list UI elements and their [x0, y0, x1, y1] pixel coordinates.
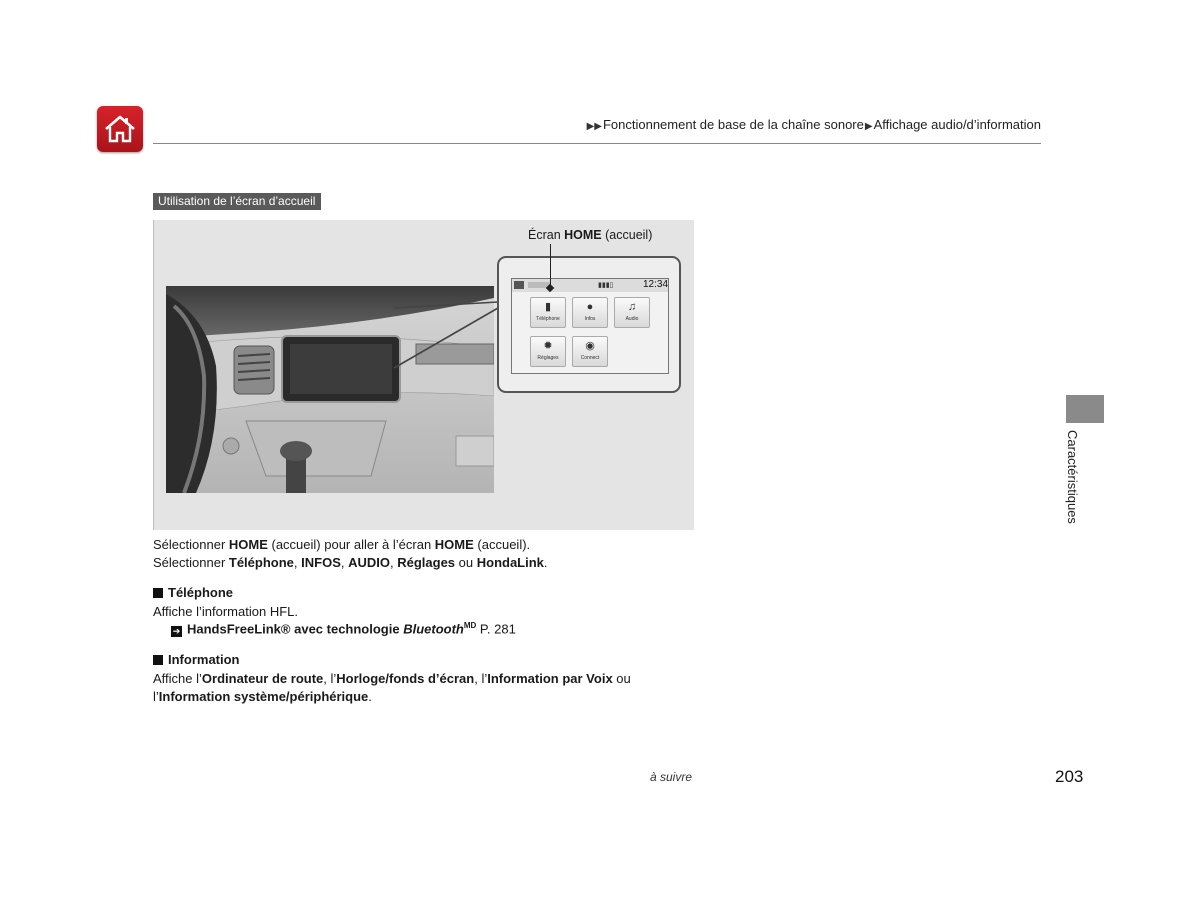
- chapter-tab-label: Caractéristiques: [1065, 430, 1080, 524]
- continued-note: à suivre: [650, 770, 693, 784]
- home-icon: [103, 114, 137, 144]
- music-note-icon: ♫: [627, 301, 637, 313]
- tile-label: Audio: [625, 316, 639, 322]
- tile-audio[interactable]: [614, 297, 650, 328]
- caption-bold: HOME: [564, 228, 602, 242]
- cross-reference-link[interactable]: ➔ HandsFreeLink® avec technologie Bluetooth$^{MD}$ P. 281: [172, 621, 516, 637]
- telephone-heading: Téléphone: [153, 585, 233, 600]
- chapter-tab[interactable]: [1066, 395, 1104, 423]
- information-line-1: Affiche l’Ordinateur de route, l’Horloge/fonds d’écran, l’Information par Voix ou: [153, 671, 631, 686]
- information-line-2: l’Information système/périphérique.: [153, 689, 372, 704]
- tile-label: Connect: [580, 355, 600, 361]
- breadcrumb-item[interactable]: Fonctionnement de base de la chaîne sonore: [602, 117, 864, 132]
- reference-arrow-icon: ➔: [172, 626, 181, 637]
- instruction-line-2: Sélectionner Téléphone, INFOS, AUDIO, Réglages ou HondaLink.: [153, 555, 548, 570]
- double-arrow-icon: ▶▶: [586, 121, 602, 132]
- tile-info[interactable]: [572, 297, 608, 328]
- square-bullet-icon: [153, 588, 163, 598]
- breadcrumb-item[interactable]: Affichage audio/d’information: [873, 117, 1041, 132]
- figure-caption: [528, 228, 652, 242]
- caption-prefix: Écran: [528, 228, 561, 242]
- tile-label: Réglages: [537, 355, 559, 361]
- gear-icon: ✹: [543, 340, 553, 352]
- source-icon: [514, 281, 524, 289]
- tile-label: Infos: [584, 316, 596, 322]
- header-divider: [153, 143, 1041, 144]
- page-number: 203: [1055, 767, 1084, 786]
- tile-settings[interactable]: [530, 336, 566, 367]
- callout-connector: [390, 300, 505, 375]
- home-button[interactable]: [97, 106, 143, 152]
- screen-clock: 12:34: [643, 279, 669, 290]
- tile-label: Téléphone: [536, 316, 560, 322]
- information-heading: Information: [153, 652, 240, 667]
- tile-telephone[interactable]: [530, 297, 566, 328]
- telephone-text: Affiche l’information HFL.: [153, 604, 298, 619]
- caption-suffix: (accueil): [605, 228, 653, 242]
- instruction-line-1: Sélectionner HOME (accueil) pour aller à l’écran HOME (accueil).: [153, 537, 531, 552]
- caption-leader-line: [550, 244, 551, 288]
- microphone-icon: ●: [586, 301, 594, 313]
- arrow-icon: ▶: [864, 121, 873, 132]
- tile-connect[interactable]: [572, 336, 608, 367]
- phone-icon: ▮: [544, 301, 552, 313]
- signal-icons: ▮▮▮▯: [598, 282, 614, 289]
- breadcrumb: [586, 117, 1041, 132]
- section-label: Utilisation de l’écran d’accueil: [153, 193, 321, 210]
- connect-icon: ◉: [585, 340, 595, 352]
- square-bullet-icon: [153, 655, 163, 665]
